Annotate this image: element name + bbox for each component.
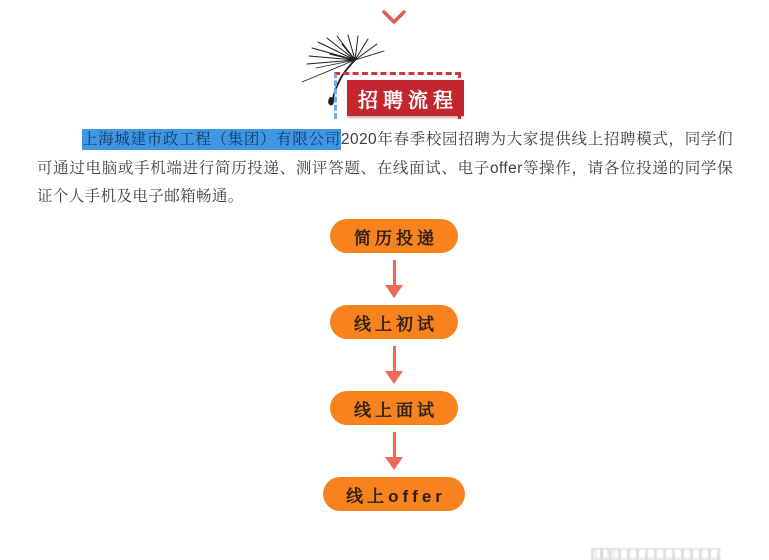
intro-paragraph bbox=[37, 126, 733, 212]
watermark bbox=[595, 548, 617, 558]
flow-step-label: 线上面试 bbox=[354, 400, 438, 420]
flow-step-label: 简历投递 bbox=[354, 228, 438, 248]
flow-arrow-icon bbox=[385, 339, 403, 391]
flow-step-offer bbox=[323, 477, 465, 511]
chevron-down-icon bbox=[381, 9, 407, 27]
recruitment-flowchart bbox=[323, 219, 465, 511]
intro-text: 2020年春季校园招聘为大家提供线上招聘模式，同学们可通过电脑或手机端进行简历投递、测评答题、在线面试、电子offer等操作，请各位投递的同学保证个人手机及电子邮箱畅通。 bbox=[37, 131, 734, 205]
flow-arrow-icon bbox=[385, 425, 403, 477]
flow-arrow-icon bbox=[385, 253, 403, 305]
flow-step-interview bbox=[330, 391, 458, 425]
flow-step-label: 线上offer bbox=[346, 486, 446, 506]
section-title: 招聘流程 bbox=[358, 89, 458, 112]
company-name-highlight: 上海城建市政工程（集团）有限公司 bbox=[82, 131, 341, 148]
flow-step-first-test bbox=[330, 305, 458, 339]
section-title-banner bbox=[347, 80, 464, 116]
flow-step-resume bbox=[330, 219, 458, 253]
flow-step-label: 线上初试 bbox=[354, 314, 438, 334]
